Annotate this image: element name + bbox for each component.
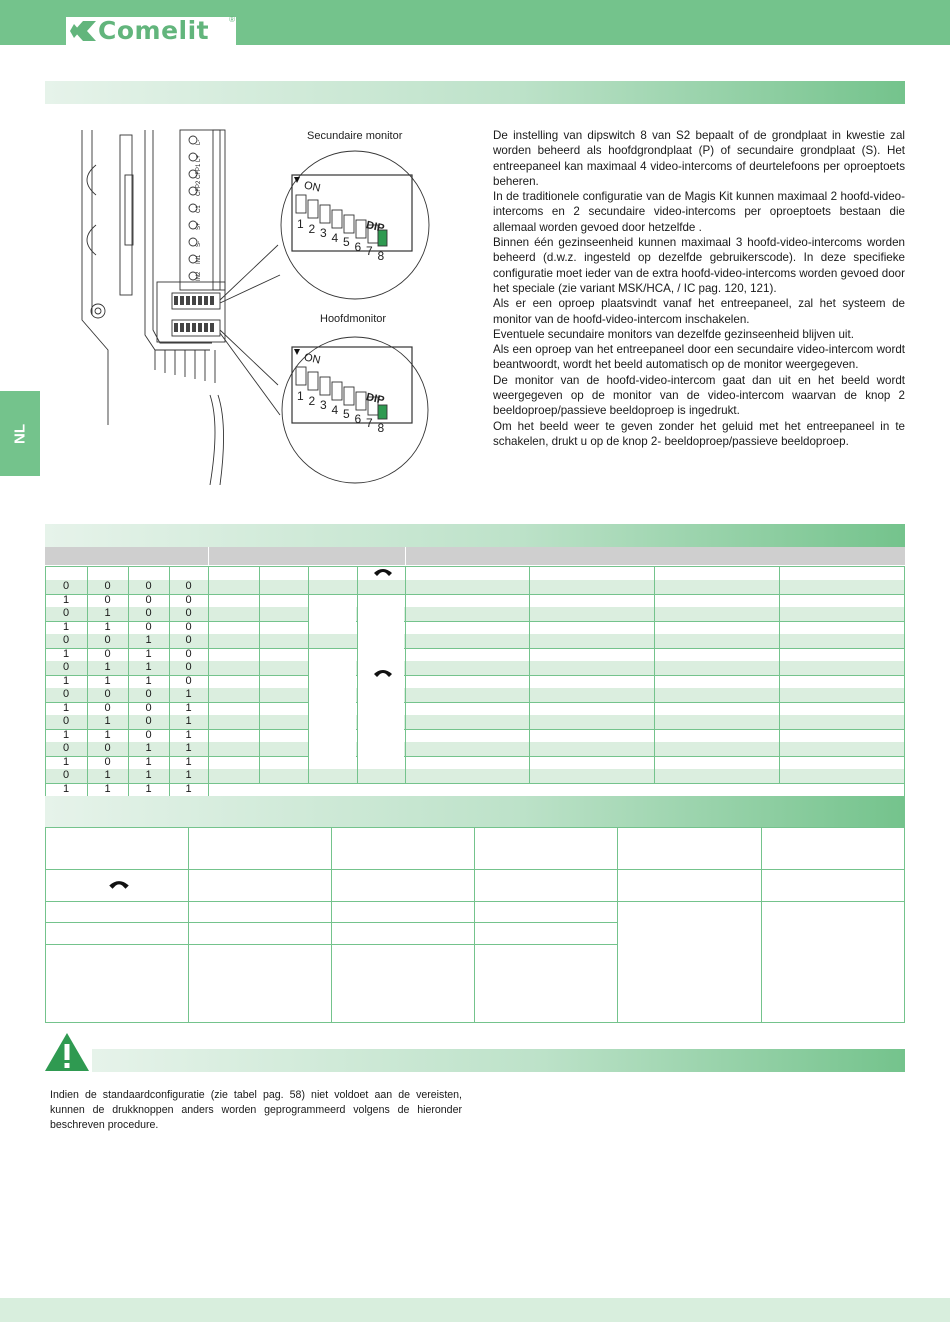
grid-line: [128, 566, 129, 580]
merged-cell: [358, 595, 404, 770]
dip-cell: 0: [145, 607, 152, 619]
warning-icon: [44, 1032, 90, 1072]
dip-cell: 0: [185, 674, 192, 687]
dip-cell: 1: [104, 607, 111, 619]
dip-table: [45, 566, 905, 796]
body-paragraph: Als een oproep van het entreepaneel door een secundaire video-intercom wordt beantwoordt, wordt het beeld automatisch op de monitor weergegeven.: [493, 343, 905, 372]
dip-cell: 0: [185, 647, 192, 660]
grid-line: [779, 566, 780, 580]
dip-cell: 1: [185, 755, 192, 768]
dip-cell: 1: [62, 647, 70, 660]
dip-cell: 1: [62, 620, 70, 633]
terminal-label: C1: [196, 205, 202, 213]
dip-number: 6: [354, 239, 362, 254]
dip-cell: 0: [185, 580, 192, 592]
dip-cell: 0: [104, 634, 111, 646]
dip-number: 1: [297, 389, 304, 403]
dip-number: 4: [331, 230, 339, 245]
dip-cell: 0: [62, 742, 70, 754]
subheader-divider: [208, 547, 209, 565]
grid-line: [405, 580, 406, 783]
grid-line: [208, 566, 209, 580]
warning-text: Indien de standaardconfiguratie (zie tabel pag. 58) niet voldoet aan de vereisten, kunnen de drukknoppen anders worden geprogrammeerd volgens de hieronder beschreven procedure.: [50, 1089, 462, 1131]
grid-line: [357, 566, 358, 580]
body-paragraph: De monitor van de hoofd-video-intercom gaat dan uit en het beeld wordt weergegeven op de monitor van de video-intercom waarvan de knop 2 beeldoproep/passieve beeldoproep is ingedrukt.: [493, 373, 905, 418]
handset-icon: [372, 567, 394, 579]
primary-monitor-caption: Hoofdmonitor: [320, 313, 387, 325]
grid-line: [45, 901, 905, 902]
primary-dip-on-label: ON: [302, 351, 322, 367]
secondary-dip-label: DIP: [364, 219, 386, 235]
terminal-label: L+: [196, 155, 202, 162]
subheader-divider: [405, 547, 406, 565]
secondary-dip-on-label: ON: [302, 179, 322, 195]
grid-line: [87, 580, 88, 796]
grid-line: [474, 827, 475, 1023]
grid-line: [45, 827, 46, 1023]
dip-cell: 0: [185, 661, 192, 673]
dip-cell: 0: [145, 688, 152, 700]
dip-cell: 0: [104, 688, 111, 700]
body-paragraph: Eventuele secundaire monitors van dezelfde gezinseenheid blijven uit.: [493, 327, 854, 341]
grid-line: [45, 1022, 905, 1023]
dip-cell: 1: [62, 755, 70, 768]
dip-cell: 0: [145, 701, 152, 714]
grid-line: [45, 827, 905, 828]
dip-cell: 1: [104, 728, 111, 741]
warning-band: [92, 1049, 905, 1072]
dip-cell: 1: [185, 782, 192, 795]
grid-line: [904, 827, 905, 1023]
grid-line: [617, 827, 618, 1023]
terminal-label: IN2: [196, 271, 202, 281]
dip-cell: 0: [145, 715, 152, 727]
dip-cell: 0: [62, 580, 70, 592]
comelit-mark-icon: [70, 21, 96, 41]
dip-number: 7: [366, 416, 373, 430]
dip-cell: 0: [62, 769, 70, 781]
dip-cell: 1: [145, 634, 152, 646]
dip-cell: 1: [62, 782, 70, 795]
grid-line: [259, 580, 260, 783]
dip-cell: 1: [185, 715, 192, 727]
brand-logo: [66, 17, 236, 45]
body-text: [493, 128, 905, 449]
grid-line: [405, 566, 406, 580]
terminal-label: CFP2: [196, 180, 202, 196]
dip-cell: 1: [145, 782, 152, 795]
body-paragraph: Als er een oproep plaatsvindt vanaf het entreepaneel, zal het systeem de monitor van de hoofd-video-intercom inschakelen.: [493, 297, 905, 326]
body-paragraph: In de traditionele configuratie van de Magis Kit kunnen maximaal 2 hoofd-video-intercoms en 2 secundaire video-intercoms per oproeptoets bestaan die allemaal worden gevoed door hetzelfde .: [493, 190, 905, 234]
table-subheader: [45, 547, 905, 565]
table2-header-band: [45, 796, 905, 827]
diagram-drawing: [60, 125, 480, 485]
dip-cell: 1: [62, 674, 70, 687]
grid-line: [259, 566, 260, 580]
dip-number: 4: [331, 402, 339, 417]
grid-line: [128, 580, 129, 796]
dip-cell: 0: [185, 593, 192, 606]
dip-cell: 0: [104, 701, 111, 714]
dip-cell: 0: [185, 620, 192, 633]
footer-bar: [0, 1298, 950, 1322]
dip-number: 3: [320, 226, 327, 240]
section-header-band: [45, 81, 905, 104]
dip-cell: 0: [62, 607, 70, 619]
grid-line: [188, 827, 189, 1023]
grid-line: [331, 827, 332, 1023]
dip-cell: 1: [185, 688, 192, 700]
grid-line: [779, 580, 780, 783]
body-paragraph: De instelling van dipswitch 8 van S2 bepaalt of de grondplaat in kwestie zal worden beheerd als hoofdgrondplaat (P) of secundaire grondplaat (S). Het entreepaneel kan maximaal 4 video-intercoms of deurtelefoons per oproeptoets beheren.: [493, 129, 905, 188]
terminal-label: L-: [196, 139, 202, 145]
function-table: [45, 827, 905, 1023]
body-paragraph: Binnen één gezinseenheid kunnen maximaal 3 hoofd-video-intercoms worden beheerd (d.w.z. ingesteld op dezelfde gebruikerscode). In deze specifieke configuratie moet ieder van de extra hoofd-video-intercoms worden gevoed door het speciale (zie variant MSK/HCA, / IC pag. 120, 121).: [493, 236, 905, 295]
merged-cell: [309, 595, 356, 635]
grid-line: [904, 566, 905, 796]
body-paragraph: Om het beeld weer te geven zonder het geluid met het entreepaneel in te schakelen, drukt u op de knop 2- beeldoproep/passieve beeldoproep.: [493, 419, 905, 448]
dip-number: 7: [366, 244, 373, 258]
grid-line: [45, 566, 905, 567]
terminal-label: IN1: [196, 254, 202, 264]
grid-line: [45, 566, 46, 580]
dip-cell: 1: [145, 674, 152, 687]
dip-cell: 0: [104, 755, 111, 768]
dip-cell: 1: [185, 769, 192, 781]
language-tab-label: NL: [11, 423, 29, 444]
dip-cell: 0: [62, 634, 70, 646]
dip-cell: 1: [62, 728, 70, 741]
dip-cell: 0: [104, 593, 111, 606]
dip-cell: 1: [104, 769, 111, 781]
dip-cell: 1: [185, 728, 192, 741]
dip-number: 8: [377, 420, 385, 435]
grid-line: [45, 869, 905, 870]
dip-cell: 0: [145, 580, 152, 592]
dip-cell: 1: [62, 701, 70, 714]
brand-reg-mark: ®: [229, 15, 235, 24]
wiring-diagram: [60, 125, 480, 485]
dip-number: 5: [343, 407, 350, 421]
dip-cell: 0: [104, 742, 111, 754]
grid-line: [87, 566, 88, 580]
grid-line: [45, 580, 46, 796]
grid-line: [529, 580, 530, 783]
brand-name: Comelit: [98, 16, 210, 45]
dip-cell: 0: [185, 634, 192, 646]
language-tab: [0, 391, 40, 476]
dip-cell: 1: [145, 769, 152, 781]
grid-line: [761, 827, 762, 1023]
grid-line: [308, 566, 309, 580]
handset-icon: [107, 879, 131, 892]
dip-cell: 0: [104, 580, 111, 592]
dip-cell: 1: [145, 647, 152, 660]
dip-cell: 0: [145, 620, 152, 633]
dip-cell: 0: [145, 728, 152, 741]
dip-cell: 0: [104, 647, 111, 660]
terminal-label: S-: [196, 241, 202, 247]
handset-icon: [372, 668, 394, 680]
dip-cell: 1: [62, 593, 70, 606]
grid-line: [529, 566, 530, 580]
dip-cell: 1: [145, 755, 152, 768]
dip-cell: 0: [145, 593, 152, 606]
dip-cell: 1: [104, 782, 111, 795]
dip-cell: 1: [104, 620, 111, 633]
dip-cell: 1: [145, 661, 152, 673]
grid-line: [208, 580, 209, 796]
dip-number: 3: [320, 398, 327, 412]
dip-cell: 1: [185, 742, 192, 754]
grid-line: [654, 580, 655, 783]
terminal-label: S+: [196, 222, 202, 230]
dip-number: 5: [343, 235, 350, 249]
dip-number: 2: [308, 393, 316, 408]
dip-number: 2: [308, 221, 316, 236]
dip-cell: 1: [145, 742, 152, 754]
dip-number: 8: [377, 248, 385, 263]
dip-cell: 1: [104, 674, 111, 687]
merged-cell: [309, 649, 356, 770]
dip-cell: 0: [62, 688, 70, 700]
dip-cell: 1: [104, 661, 111, 673]
dip-number: 1: [297, 217, 304, 231]
dip-cell: 0: [185, 607, 192, 619]
table-header-band: [45, 524, 905, 547]
dip-cell: 0: [62, 715, 70, 727]
dip-cell: 0: [62, 661, 70, 673]
grid-line: [169, 566, 170, 580]
grid-line: [169, 580, 170, 796]
grid-line: [654, 566, 655, 580]
terminal-label: CFP1: [196, 163, 202, 179]
primary-dip-label: DIP: [364, 391, 386, 407]
dip-cell: 1: [185, 701, 192, 714]
dip-cell: 1: [104, 715, 111, 727]
secondary-monitor-caption: Secundaire monitor: [307, 130, 403, 142]
dip-number: 6: [354, 411, 362, 426]
